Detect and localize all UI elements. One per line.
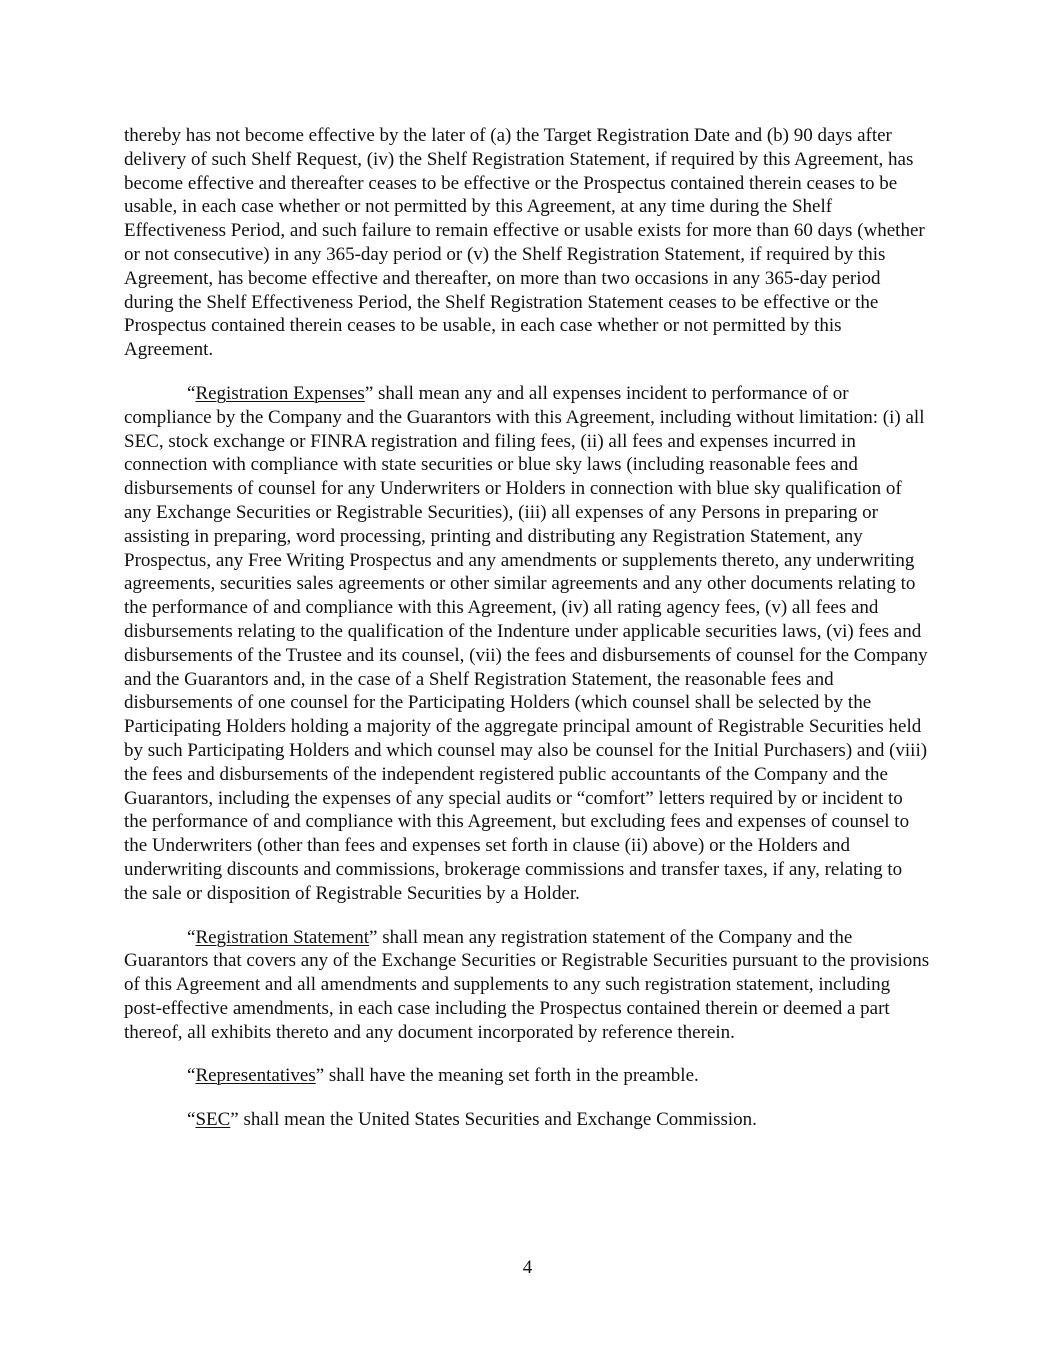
definition-representatives [124,1064,930,1088]
defined-term: Registration Expenses [195,382,365,404]
definition-sec [124,1108,930,1132]
definition-text: ” shall mean the United States Securities and Exchange Commission. [230,1109,757,1131]
page-number: 4 [522,1257,533,1278]
definition-text: ” shall have the meaning set forth in the preamble. [315,1065,699,1087]
paragraph-text: thereby has not become effective by the later of (a) the Target Registration Date and (b) 90 days after delivery of such Shelf Request, (iv) the Shelf Registration Statement, if required by this Agreement, has become effective and thereafter ceases to be effective or the Prospectus contained therein ceases to be usable, in each case whether or not permitted by this Agreement, at any time during the Shelf Effectiveness Period, and such failure to remain effective or usable exists for more than 60 days (whether or not consecutive) in any 365-day period or (v) the Shelf Registration Statement, if required by this Agreement, has become effective and thereafter, on more than two occasions in any 365-day period during the Shelf Effectiveness Period, the Shelf Registration Statement ceases to be effective or the Prospectus contained therein ceases to be usable, in each case whether or not permitted by this Agreement. [124,125,925,361]
open-quote: “ [187,1109,196,1131]
definition-text: ” shall mean any and all expenses incident to performance of or compliance by the Company and the Guarantors with this Agreement, including without limitation: (i) all SEC, stock exchange or FINRA registration and filing fees, (ii) all fees and expenses incurred in connection with compliance with state securities or blue sky laws (including reasonable fees and disbursements of counsel for any Underwriters or Holders in connection with blue sky qualification of any Exchange Securities or Registrable Securities), (iii) all expenses of any Persons in preparing or assisting in preparing, word processing, printing and distributing any Registration Statement, any Prospectus, any Free Writing Prospectus and any amendments or supplements thereto, any underwriting agreements, securities sales agreements or other similar agreements and any other documents relating to the performance of and compliance with this Agreement, (iv) all rating agency fees, (v) all fees and disbursements relating to the qualification of the Indenture under applicable securities laws, (vi) fees and disbursements of the Trustee and its counsel, (vii) the fees and disbursements of counsel for the Company and the Guarantors and, in the case of a Shelf Registration Statement, the reasonable fees and disbursements of one counsel for the Participating Holders (which counsel shall be selected by the Participating Holders holding a majority of the aggregate principal amount of Registrable Securities held by such Participating Holders and which counsel may also be counsel for the Initial Purchasers) and (viii) the fees and disbursements of the independent registered public accountants of the Company and the Guarantors, including the expenses of any special audits or “comfort” letters required by or incident to the performance of and compliance with this Agreement, but excluding fees and expenses of counsel to the Underwriters (other than fees and expenses set forth in clause (ii) above) or the Holders and underwriting discounts and commissions, brokerage commissions and transfer taxes, if any, relating to the sale or disposition of Registrable Securities by a Holder. [124,382,928,904]
defined-term: Representatives [195,1065,316,1087]
definition-registration-statement [124,926,930,1045]
defined-term: Registration Statement [195,926,370,948]
defined-term: SEC [195,1109,231,1131]
open-quote: “ [187,1065,196,1087]
document-body [124,124,930,1152]
open-quote: “ [187,926,196,948]
continued-paragraph [124,124,930,362]
open-quote: “ [187,382,196,404]
definition-registration-expenses [124,382,930,906]
definition-text: ” shall mean any registration statement of the Company and the Guarantors that covers any of the Exchange Securities or Registrable Securities pursuant to the provisions of this Agreement and all amendments and supplements to any such registration statement, including post-effective amendments, in each case including the Prospectus contained therein or deemed a part thereof, all exhibits thereto and any document incorporated by reference therein. [124,926,930,1043]
